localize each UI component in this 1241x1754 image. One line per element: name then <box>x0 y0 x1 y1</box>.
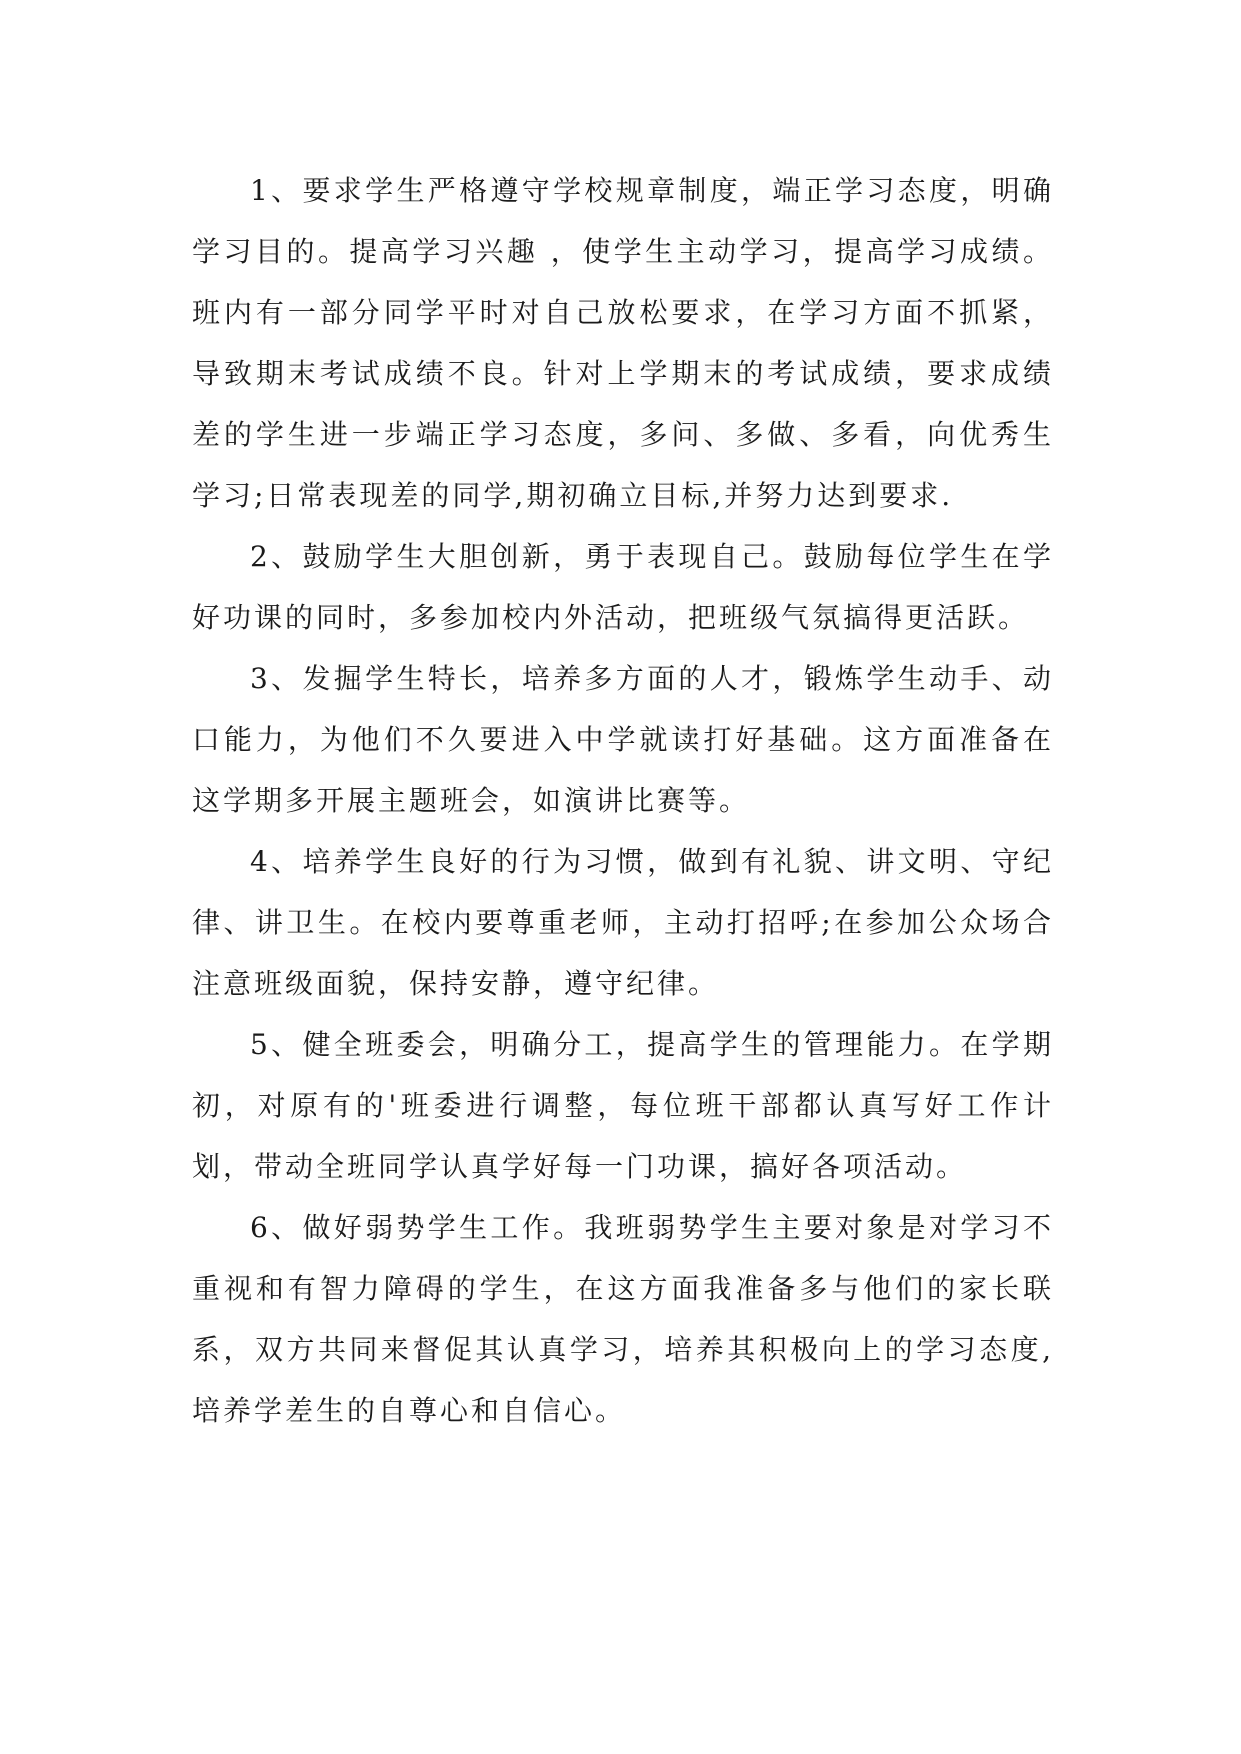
paragraph-3: 3、发掘学生特长，培养多方面的人才，锻炼学生动手、动口能力，为他们不久要进入中学就读打好基础。这方面准备在这学期多开展主题班会，如演讲比赛等。 <box>192 662 1054 817</box>
document-body <box>192 160 1054 1441</box>
paragraph-2: 2、鼓励学生大胆创新，勇于表现自己。鼓励每位学生在学好功课的同时，多参加校内外活动，把班级气氛搞得更活跃。 <box>192 540 1054 634</box>
paragraph-1: 1、要求学生严格遵守学校规章制度，端正学习态度，明确学习目的。提高学习兴趣 ，使学生主动学习，提高学习成绩。班内有一部分同学平时对自己放松要求，在学习方面不抓紧，导致期末考试成绩不良。针对上学期末的考试成绩，要求成绩差的学生进一步端正学习态度，多问、多做、多看，向优秀生学习;日常表现差的同学,期初确立目标,并努力达到要求. <box>192 174 1054 512</box>
paragraph-6: 6、做好弱势学生工作。我班弱势学生主要对象是对学习不重视和有智力障碍的学生，在这方面我准备多与他们的家长联系，双方共同来督促其认真学习，培养其积极向上的学习态度,培养学差生的自尊心和自信心。 <box>192 1211 1054 1427</box>
paragraph-5: 5、健全班委会，明确分工，提高学生的管理能力。在学期初，对原有的'班委进行调整，每位班干部都认真写好工作计划，带动全班同学认真学好每一门功课，搞好各项活动。 <box>192 1028 1054 1183</box>
paragraph-4: 4、培养学生良好的行为习惯，做到有礼貌、讲文明、守纪律、讲卫生。在校内要尊重老师，主动打招呼;在参加公众场合注意班级面貌，保持安静，遵守纪律。 <box>192 845 1054 1000</box>
